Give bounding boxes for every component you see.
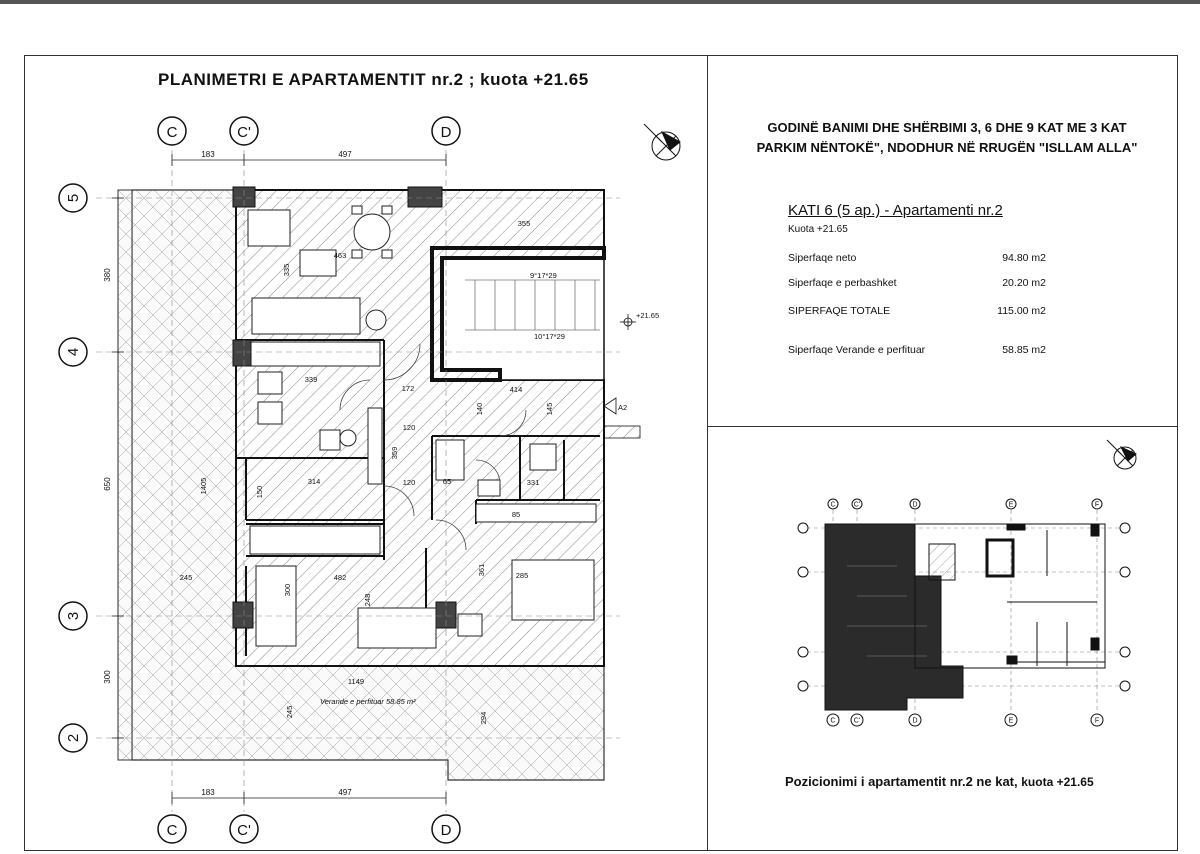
dim-361: 361: [477, 563, 486, 577]
axis-left-4: 4: [65, 347, 82, 357]
axis-bubbles-left: [59, 184, 87, 752]
dim-65: 65: [442, 477, 452, 486]
area-veranda-label: Siperfaqe Verande e perfituar: [788, 344, 926, 356]
axis-bubbles-top: [158, 117, 460, 145]
section-marker-label: A2: [618, 403, 628, 412]
key-axis-bottom-c-prime: C': [853, 717, 861, 725]
dim-145: 145: [545, 402, 554, 416]
axis-bottom-d: D: [440, 822, 452, 839]
dim-150: 150: [255, 485, 264, 499]
dim-120a: 120: [402, 423, 416, 432]
key-axis-top-c-prime: C': [853, 501, 861, 509]
stair-annotation-upper: 9°17*29: [530, 271, 557, 280]
axis-left-2: 2: [65, 733, 82, 743]
area-veranda-value: 58.85 m2: [1002, 344, 1046, 356]
dim-248: 248: [363, 593, 372, 607]
project-title: [722, 118, 1172, 158]
axis-bubbles-bottom: [158, 815, 460, 843]
dim-172: 172: [401, 384, 415, 393]
dim-1149: 1149: [347, 677, 365, 686]
area-net-value: 94.80 m2: [1002, 252, 1046, 264]
dim-359: 359: [390, 446, 399, 460]
info-frame: [707, 55, 1178, 427]
axis-left-3: 3: [65, 611, 82, 621]
project-title-line2: PARKIM NËNTOKË", NDODHUR NË RRUGËN "ISLLAM ALLA": [756, 140, 1138, 155]
dim-285: 285: [515, 571, 529, 580]
key-plan-north-arrow-icon: [1107, 440, 1136, 469]
dim-294: 294: [479, 711, 488, 725]
position-caption: [785, 774, 1094, 789]
dim-245b: 245: [285, 705, 294, 719]
key-axis-top-d: D: [912, 501, 918, 509]
key-axis-bottom-c: C: [830, 717, 836, 725]
key-axis-top-f: F: [1094, 501, 1100, 509]
dim-85: 85: [511, 510, 521, 519]
dim-top-183: 183: [201, 150, 215, 159]
area-common-label: Siperfaqe e perbashket: [788, 277, 897, 289]
key-axis-bottom-d: D: [912, 717, 918, 725]
level-marker-icon: [620, 314, 636, 330]
axis-bottom-c-prime: C': [237, 822, 251, 839]
axis-left-5: 5: [65, 193, 82, 203]
axis-bottom-c: C: [166, 822, 178, 839]
level-marker-label: +21.65: [636, 311, 660, 320]
dim-463: 463: [333, 251, 347, 260]
key-axis-bottom-f: F: [1094, 717, 1100, 725]
plan-title: PLANIMETRI E APARTAMENTIT nr.2 ; kuota +21.65: [158, 70, 589, 89]
axis-top-d: D: [440, 124, 452, 141]
north-arrow-icon: [644, 124, 680, 160]
dim-left-380: 380: [103, 268, 112, 282]
area-common-value: 20.20 m2: [1002, 277, 1046, 289]
axis-top-c: C: [166, 124, 178, 141]
axis-top-c-prime: C': [237, 124, 251, 141]
key-axis-top-c: C: [830, 501, 836, 509]
area-net-label: Siperfaqe neto: [788, 252, 857, 264]
dim-140: 140: [475, 402, 484, 416]
key-plan-other-units: [915, 524, 1105, 668]
dim-top-497: 497: [338, 150, 352, 159]
area-total-label: SIPERFAQE TOTALE: [788, 305, 891, 317]
position-caption-kuota: kuota +21.65: [1021, 775, 1094, 789]
dim-335: 335: [282, 263, 291, 277]
floor-kuota: Kuota +21.65: [788, 224, 848, 235]
dim-300: 300: [283, 583, 292, 597]
dim-bottom-183: 183: [201, 788, 215, 797]
veranda-label: Verande e perfituar 58.85 m²: [320, 697, 416, 706]
dim-355: 355: [517, 219, 531, 228]
stair-annotation-lower: 10°17*29: [534, 332, 565, 341]
dim-bottom-497: 497: [338, 788, 352, 797]
dim-245a: 245: [179, 573, 193, 582]
dim-1405: 1405: [199, 477, 208, 495]
dim-339: 339: [304, 375, 318, 384]
area-total-value: 115.00 m2: [997, 305, 1046, 317]
project-title-line1: GODINË BANIMI DHE SHËRBIMI 3, 6 DHE 9 KAT ME 3 KAT: [767, 120, 1127, 135]
position-caption-text: Pozicionimi i apartamentit nr.2 ne kat,: [785, 774, 1018, 789]
floor-heading: KATI 6 (5 ap.) - Apartamenti nr.2: [788, 202, 1003, 219]
key-axis-bottom-e: E: [1008, 717, 1014, 725]
dim-482: 482: [333, 573, 347, 582]
dim-314: 314: [307, 477, 321, 486]
dim-left-300: 300: [103, 670, 112, 684]
stair-core: [432, 248, 604, 380]
key-axis-top-e: E: [1008, 501, 1014, 509]
dim-331: 331: [526, 478, 540, 487]
dim-414: 414: [509, 385, 523, 394]
dim-left-650: 650: [103, 477, 112, 491]
dim-120b: 120: [402, 478, 416, 487]
